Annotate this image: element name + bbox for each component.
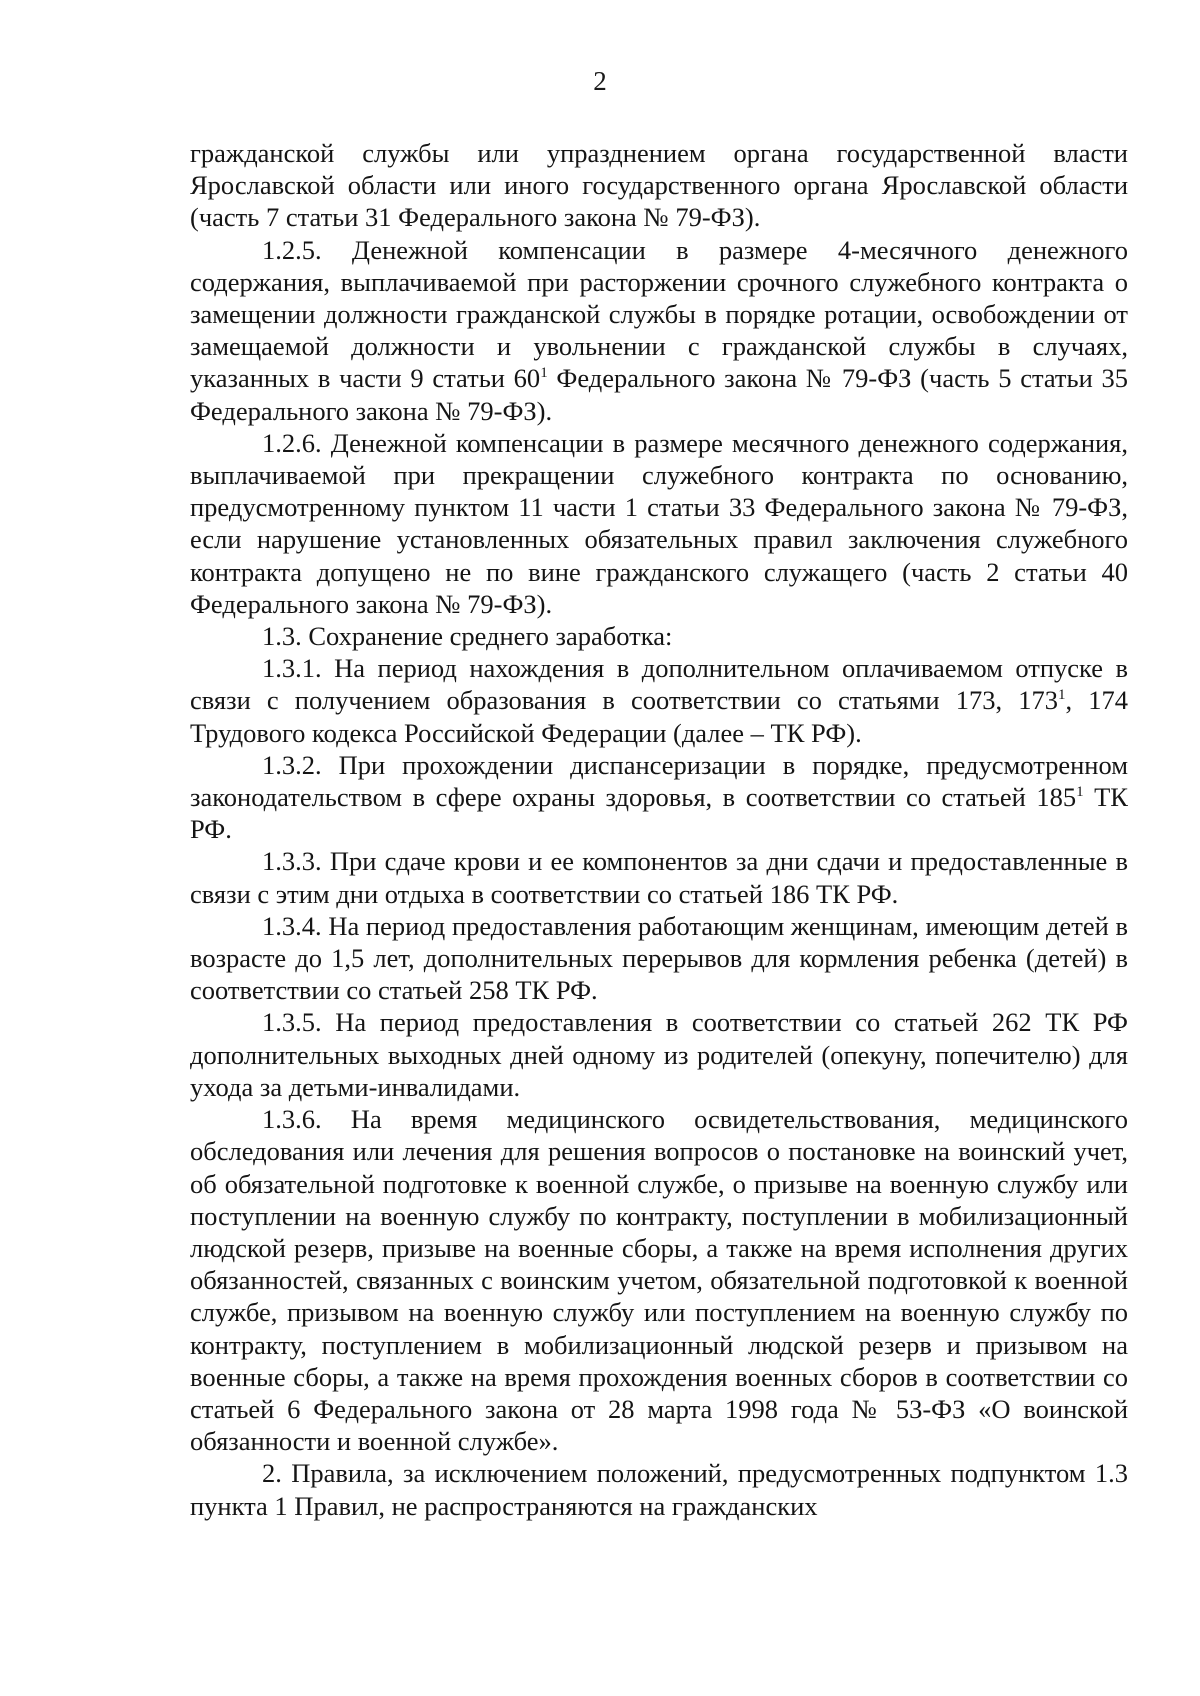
text-run: 2. Правила, за исключением положений, предусмотренных подпунктом 1.3 пункта 1 Правил, не распространяются на гражданских (190, 1458, 1128, 1521)
paragraph-1-3-6 (190, 1103, 1128, 1457)
page-number: 2 (593, 66, 607, 96)
text-run: 1.3.1. На период нахождения в дополнительном оплачиваемом отпуске в связи с получением образования в соответствии со статьями 173, 173 (190, 653, 1128, 716)
text-run: , 174 Трудового кодекса Российской Федерации (далее – ТК РФ). (190, 685, 1128, 748)
document-body (190, 137, 1128, 1522)
text-run: 1.3.6. На время медицинского освидетельствования, медицинского обследования или лечения для решения вопросов о постановке на воинский учет, об обязательной подготовке к военной службе, о призыве на военную службу или поступлении на военную службу по контракту, поступлении в мобилизационный людской резерв, призыве на военные сборы, а также на время исполнения других обязанностей, связанных с воинским учетом, обязательной подготовкой к военной службе, призывом на военную службу или поступлением на военную службу по контракту, поступлением в мобилизационный людской резерв и призывом на военные сборы, а также на время прохождения военных сборов в соответствии со статьей 6 Федерального закона от 28 марта 1998 года № 53-ФЗ «О воинской обязанности и военной службе». (190, 1104, 1128, 1457)
text-run: 1.2.5. Денежной компенсации в размере 4-месячного денежного содержания, выплачиваемой при расторжении срочного служебного контракта о замещении должности гражданской службы в порядке ротации, освобождении от замещаемой должности и увольнении с гражданской службы в случаях, указанных в части 9 статьи 60 (190, 234, 1128, 394)
text-run: 1.3. Сохранение среднего заработка: (262, 621, 673, 652)
superscript: 1 (1076, 784, 1084, 801)
paragraph-1-2-5 (190, 234, 1128, 427)
text-run: 1.2.6. Денежной компенсации в размере месячного денежного содержания, выплачиваемой при прекращении служебного контракта по основанию, предусмотренному пунктом 11 части 1 статьи 33 Федерального закона № 79-ФЗ, если нарушение установленных обязательных правил заключения служебного контракта допущено не по вине гражданского служащего (часть 2 статьи 40 Федерального закона № 79-ФЗ). (190, 427, 1128, 619)
paragraph-1-3-3 (190, 845, 1128, 909)
superscript: 1 (540, 365, 548, 382)
superscript: 1 (1057, 687, 1066, 704)
paragraph-2 (190, 1457, 1128, 1521)
paragraph-1-3-1 (190, 652, 1128, 749)
text-run: 1.3.3. При сдаче крови и ее компонентов за дни сдачи и предоставленные в связи с этим дни отдыха в соответствии со статьей 186 ТК РФ. (190, 846, 1128, 909)
paragraph-1-3 (190, 620, 1128, 652)
text-run: 1.3.2. При прохождении диспансеризации в порядке, предусмотренном законодательством в сфере охраны здоровья, в соответствии со статьей 185 (190, 749, 1128, 813)
text-run: 1.3.4. На период предоставления работающим женщинам, имеющим детей в возрасте до 1,5 лет, дополнительных перерывов для кормления ребенка (детей) в соответствии со статьей 258 ТК РФ. (190, 910, 1128, 1006)
text-run: гражданской службы или упразднением органа государственной власти Ярославской области или иного государственного органа Ярославской области (часть 7 статьи 31 Федерального закона № 79-ФЗ). (190, 138, 1128, 233)
text-run: ТК РФ. (190, 782, 1128, 845)
paragraph-continuation (190, 137, 1128, 234)
text-run: 1.3.5. На период предоставления в соответствии со статьей 262 ТК РФ дополнительных выходных дней одному из родителей (опекуну, попечителю) для ухода за детьми-инвалидами. (190, 1007, 1128, 1102)
text-run: Федерального закона № 79-ФЗ (часть 5 статьи 35 Федерального закона № 79-ФЗ). (190, 363, 1128, 426)
paragraph-1-3-2 (190, 749, 1128, 846)
paragraph-1-3-5 (190, 1006, 1128, 1103)
paragraph-1-3-4 (190, 910, 1128, 1007)
paragraph-1-2-6 (190, 427, 1128, 620)
